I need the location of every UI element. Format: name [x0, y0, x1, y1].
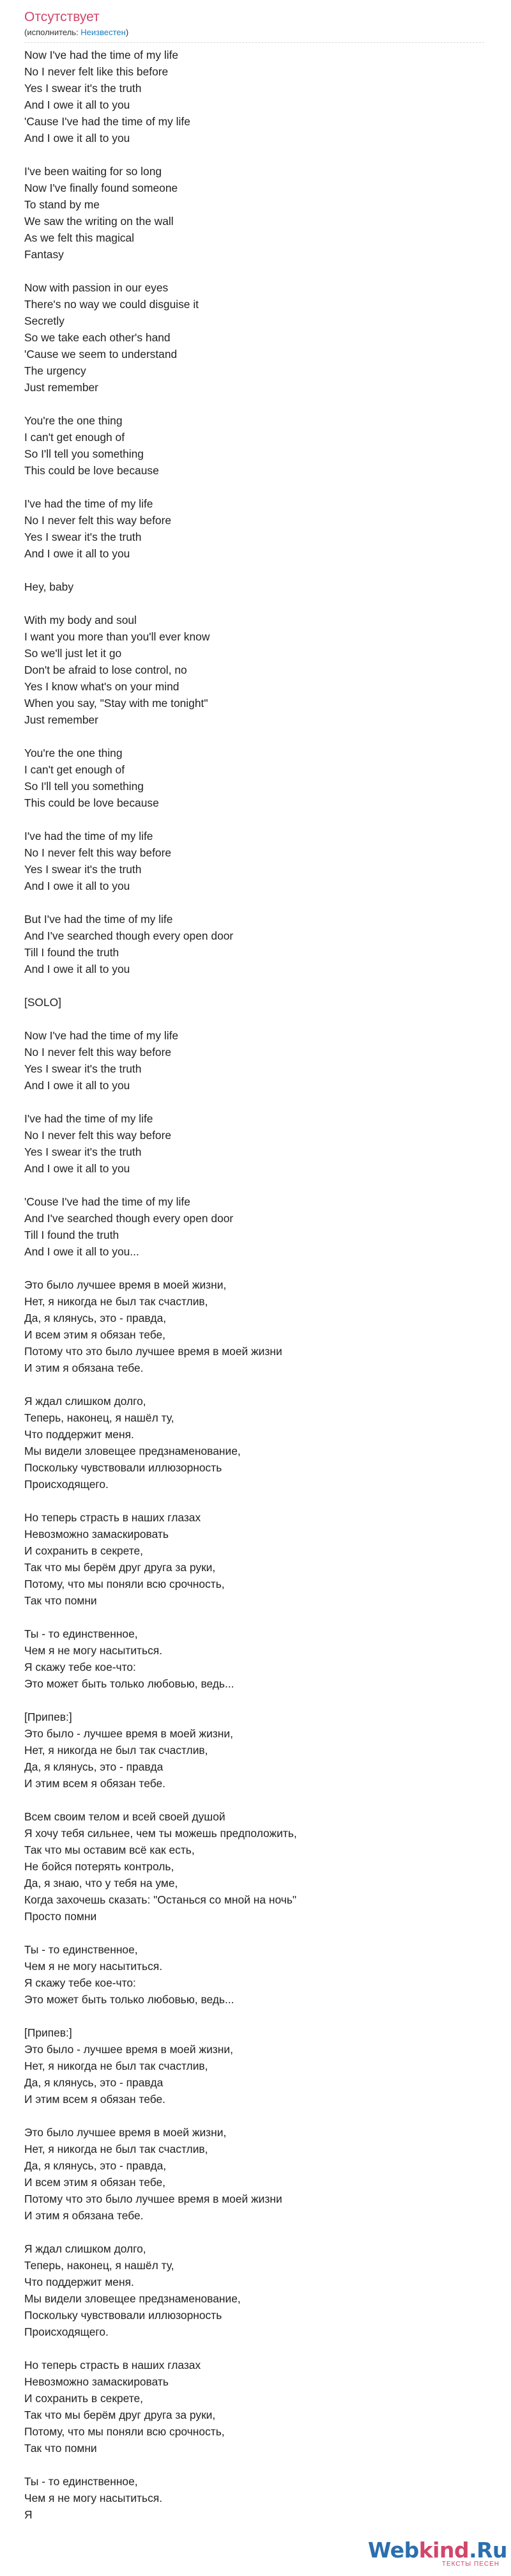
lyric-line: Потому что это было лучшее время в моей жизни	[24, 1345, 282, 1358]
lyrics-stanza	[24, 828, 487, 894]
artist-line	[24, 27, 487, 38]
lyric-line: Till I found the truth	[24, 946, 119, 959]
lyric-line: As we felt this magical	[24, 231, 135, 244]
logo-kind: kind	[418, 2538, 469, 2563]
lyric-line: We saw the writing on the wall	[24, 215, 174, 228]
lyric-line: Ты - то единственное,	[24, 2475, 138, 2488]
lyric-line: Поскольку чувствовали иллюзорность	[24, 1461, 222, 1474]
lyric-line: [Припев:]	[24, 1711, 72, 1723]
lyric-line: Это было лучшее время в моей жизни,	[24, 1278, 227, 1291]
lyric-line: And I owe it all to you...	[24, 1245, 139, 1258]
lyric-line: Что поддержит меня.	[24, 1428, 134, 1441]
lyric-line: Just remember	[24, 713, 98, 726]
lyric-line: Я скажу тебе кое-что:	[24, 1661, 136, 1673]
lyrics-stanza	[24, 578, 487, 595]
lyric-line: И этим я обязана тебе.	[24, 2209, 144, 2222]
lyric-line: Don't be afraid to lose control, no	[24, 663, 187, 676]
lyric-line: Это может быть только любовью, ведь...	[24, 1993, 234, 2006]
lyric-line: Так что мы берём друг друга за руки,	[24, 2409, 216, 2421]
lyric-line: Yes I swear it's the truth	[24, 82, 142, 95]
lyric-line: So I'll tell you something	[24, 780, 144, 793]
lyric-line: This could be love because	[24, 796, 159, 809]
lyric-line: No I never felt this way before	[24, 1046, 172, 1059]
lyric-line: Нет, я никогда не был так счастлив,	[24, 1295, 208, 1308]
lyric-line: Now I've had the time of my life	[24, 49, 179, 61]
lyric-line: Чем я не могу насытиться.	[24, 1644, 163, 1657]
webkind-logo[interactable]	[368, 2538, 508, 2570]
lyric-line: Это может быть только любовью, ведь...	[24, 1677, 234, 1690]
lyric-line: No I never felt this way before	[24, 514, 172, 527]
lyrics-stanza	[24, 163, 487, 263]
lyrics-stanza	[24, 412, 487, 479]
lyric-line: Невозможно замаскировать	[24, 2375, 169, 2388]
lyric-line: Я	[24, 2508, 33, 2521]
lyric-line: Потому, что мы поняли всю срочность,	[24, 1578, 225, 1590]
lyric-line: Yes I swear it's the truth	[24, 863, 142, 876]
lyric-line: И сохранить в секрете,	[24, 2392, 143, 2405]
logo-domain: .Ru	[469, 2538, 508, 2563]
lyric-line: I've had the time of my life	[24, 1112, 153, 1125]
lyric-line: No I never felt this way before	[24, 846, 172, 859]
artist-link[interactable]: Неизвестен	[80, 27, 126, 37]
lyric-line: Чем я не могу насытиться.	[24, 1960, 163, 1973]
lyric-line: You're the one thing	[24, 747, 123, 759]
lyric-line: Yes I swear it's the truth	[24, 1145, 142, 1158]
lyric-line: And I've searched though every open door	[24, 929, 234, 942]
lyric-line: With my body and soul	[24, 614, 137, 626]
lyric-line: I've had the time of my life	[24, 830, 153, 842]
lyric-line: Now I've finally found someone	[24, 182, 178, 194]
lyric-line: И всем этим я обязан тебе,	[24, 2176, 165, 2189]
lyric-line: Происходящего.	[24, 1478, 109, 1491]
lyric-line: I can't get enough of	[24, 431, 125, 444]
lyric-line: Мы видели зловещее предзнаменование,	[24, 2292, 241, 2305]
lyric-line: Just remember	[24, 381, 98, 394]
lyric-line: No I never felt this way before	[24, 1129, 172, 1142]
lyric-line: Теперь, наконец, я нашёл ту,	[24, 1411, 174, 1424]
lyric-line: And I've searched though every open door	[24, 1212, 234, 1225]
lyric-line: Так что помни	[24, 2442, 97, 2455]
lyric-line: Ты - то единственное,	[24, 1627, 138, 1640]
lyric-line: 'Couse I've had the time of my life	[24, 1195, 190, 1208]
artist-suffix: )	[125, 27, 129, 37]
lyric-line: Происходящего.	[24, 2325, 109, 2338]
lyric-line: This could be love because	[24, 464, 159, 477]
lyric-line: Hey, baby	[24, 580, 74, 593]
lyric-line: Yes I swear it's the truth	[24, 1062, 142, 1075]
lyric-line: 'Cause we seem to understand	[24, 348, 178, 361]
lyric-line: И всем этим я обязан тебе,	[24, 1328, 165, 1341]
lyric-line: Но теперь страсть в наших глазах	[24, 1511, 201, 1524]
lyric-line: I've had the time of my life	[24, 497, 153, 510]
lyric-line: And I owe it all to you	[24, 1162, 130, 1175]
lyrics-stanza	[24, 612, 487, 728]
lyrics-stanza	[24, 1509, 487, 1609]
lyric-line: Это было - лучшее время в моей жизни,	[24, 1727, 233, 1740]
lyric-line: Чем я не могу насытиться.	[24, 2492, 163, 2504]
lyric-line: To stand by me	[24, 198, 100, 211]
lyric-line: [Припев:]	[24, 2026, 72, 2039]
lyric-line: No I never felt like this before	[24, 65, 169, 78]
lyric-line: The urgency	[24, 364, 86, 377]
lyric-line: [SOLO]	[24, 996, 61, 1009]
lyric-line: Так что помни	[24, 1594, 97, 1607]
lyric-line: Да, я знаю, что у тебя на уме,	[24, 1877, 178, 1889]
lyrics-stanza	[24, 2024, 487, 2107]
lyric-line: Так что мы берём друг друга за руки,	[24, 1561, 216, 1574]
lyric-line: Да, я клянусь, это - правда,	[24, 1312, 167, 1324]
lyrics-stanza	[24, 1709, 487, 1792]
lyrics-stanza	[24, 279, 487, 396]
lyric-line: Yes I know what's on your mind	[24, 680, 179, 693]
lyric-line: Мы видели зловещее предзнаменование,	[24, 1445, 241, 1457]
lyric-line: Нет, я никогда не был так счастлив,	[24, 1744, 208, 1757]
artist-prefix: (исполнитель:	[24, 27, 81, 37]
lyric-line: Так что мы оставим всё как есть,	[24, 1843, 195, 1856]
lyrics-stanza	[24, 2473, 487, 2523]
lyric-line: Till I found the truth	[24, 1229, 119, 1241]
logo-wordmark	[368, 2538, 508, 2563]
lyric-line: Нет, я никогда не был так счастлив,	[24, 2060, 208, 2072]
lyrics-text	[24, 47, 487, 2523]
lyric-line: Now I've had the time of my life	[24, 1029, 179, 1042]
lyric-line: Теперь, наконец, я нашёл ту,	[24, 2259, 174, 2272]
lyrics-stanza	[24, 1941, 487, 2008]
lyric-line: Fantasy	[24, 248, 64, 261]
lyrics-stanza	[24, 2124, 487, 2224]
lyric-line: And I owe it all to you	[24, 132, 130, 144]
lyric-line: Нет, я никогда не был так счастлив,	[24, 2143, 208, 2155]
lyric-line: Но теперь страсть в наших глазах	[24, 2359, 201, 2371]
lyric-line: И сохранить в секрете,	[24, 1544, 143, 1557]
lyric-line: И этим всем я обязан тебе.	[24, 2093, 165, 2106]
lyric-line: Не бойся потерять контроль,	[24, 1860, 174, 1873]
song-title: Отсутствует	[24, 10, 100, 24]
lyric-line: I can't get enough of	[24, 763, 125, 776]
lyric-line: But I've had the time of my life	[24, 913, 173, 926]
logo-tagline: ТЕКСТЫ ПЕСЕН	[441, 2561, 500, 2568]
lyric-line: Просто помни	[24, 1910, 97, 1923]
lyric-line: And I owe it all to you	[24, 547, 130, 560]
lyrics-stanza	[24, 911, 487, 977]
lyric-line: Да, я клянусь, это - правда	[24, 1760, 164, 1773]
lyrics-stanza	[24, 47, 487, 146]
logo-web: Web	[368, 2538, 419, 2563]
lyric-line: 'Cause I've had the time of my life	[24, 115, 190, 128]
lyrics-stanza	[24, 1808, 487, 1925]
lyric-line: And I owe it all to you	[24, 98, 130, 111]
lyrics-stanza	[24, 2240, 487, 2340]
lyric-line: And I owe it all to you	[24, 963, 130, 975]
lyric-line: Я ждал слишком долго,	[24, 2242, 146, 2255]
lyric-line: I've been waiting for so long	[24, 165, 162, 178]
lyric-line: And I owe it all to you	[24, 880, 130, 892]
lyric-line: There's no way we could disguise it	[24, 298, 199, 311]
lyric-line: Потому что это было лучшее время в моей жизни	[24, 2192, 282, 2205]
lyric-line: So I'll tell you something	[24, 447, 144, 460]
lyrics-stanza	[24, 1110, 487, 1177]
lyric-line: Я хочу тебя сильнее, чем ты можешь предположить,	[24, 1827, 297, 1840]
lyrics-stanza	[24, 745, 487, 811]
lyric-line: So we take each other's hand	[24, 331, 171, 344]
lyric-line: Ты - то единственное,	[24, 1943, 138, 1956]
lyrics-stanza	[24, 1276, 487, 1376]
lyric-line: I want you more than you'll ever know	[24, 630, 210, 643]
lyric-line: Потому, что мы поняли всю срочность,	[24, 2425, 225, 2438]
lyric-line: Это было лучшее время в моей жизни,	[24, 2126, 227, 2139]
lyric-line: And I owe it all to you	[24, 1079, 130, 1092]
lyric-line: Поскольку чувствовали иллюзорность	[24, 2309, 222, 2322]
lyric-line: Невозможно замаскировать	[24, 1528, 169, 1540]
lyric-line: When you say, "Stay with me tonight"	[24, 697, 208, 710]
lyrics-stanza	[24, 994, 487, 1011]
lyrics-stanza	[24, 1027, 487, 1094]
lyric-line: Да, я клянусь, это - правда,	[24, 2159, 167, 2172]
header-divider	[24, 42, 484, 43]
lyric-line: So we'll just let it go	[24, 647, 122, 660]
lyrics-stanza	[24, 1393, 487, 1493]
lyric-line: Я ждал слишком долго,	[24, 1395, 146, 1408]
lyric-line: Secretly	[24, 314, 65, 327]
lyrics-stanza	[24, 495, 487, 562]
lyric-line: Это было - лучшее время в моей жизни,	[24, 2043, 233, 2056]
lyric-line: Now with passion in our eyes	[24, 281, 169, 294]
lyric-line: И этим я обязана тебе.	[24, 1362, 144, 1374]
lyrics-stanza	[24, 1626, 487, 1692]
lyric-line: You're the one thing	[24, 414, 123, 427]
lyrics-stanza	[24, 1193, 487, 1260]
lyric-line: Да, я клянусь, это - правда	[24, 2076, 164, 2089]
lyrics-stanza	[24, 2357, 487, 2456]
lyric-line: Yes I swear it's the truth	[24, 531, 142, 543]
lyric-line: Всем своим телом и всей своей душой	[24, 1810, 225, 1823]
lyric-line: Что поддержит меня.	[24, 2276, 134, 2288]
lyrics-page	[24, 9, 487, 2523]
lyric-line: Я скажу тебе кое-что:	[24, 1976, 136, 1989]
lyric-line: И этим всем я обязан тебе.	[24, 1777, 165, 1790]
lyric-line: Когда захочешь сказать: "Останься со мной на ночь"	[24, 1893, 297, 1906]
